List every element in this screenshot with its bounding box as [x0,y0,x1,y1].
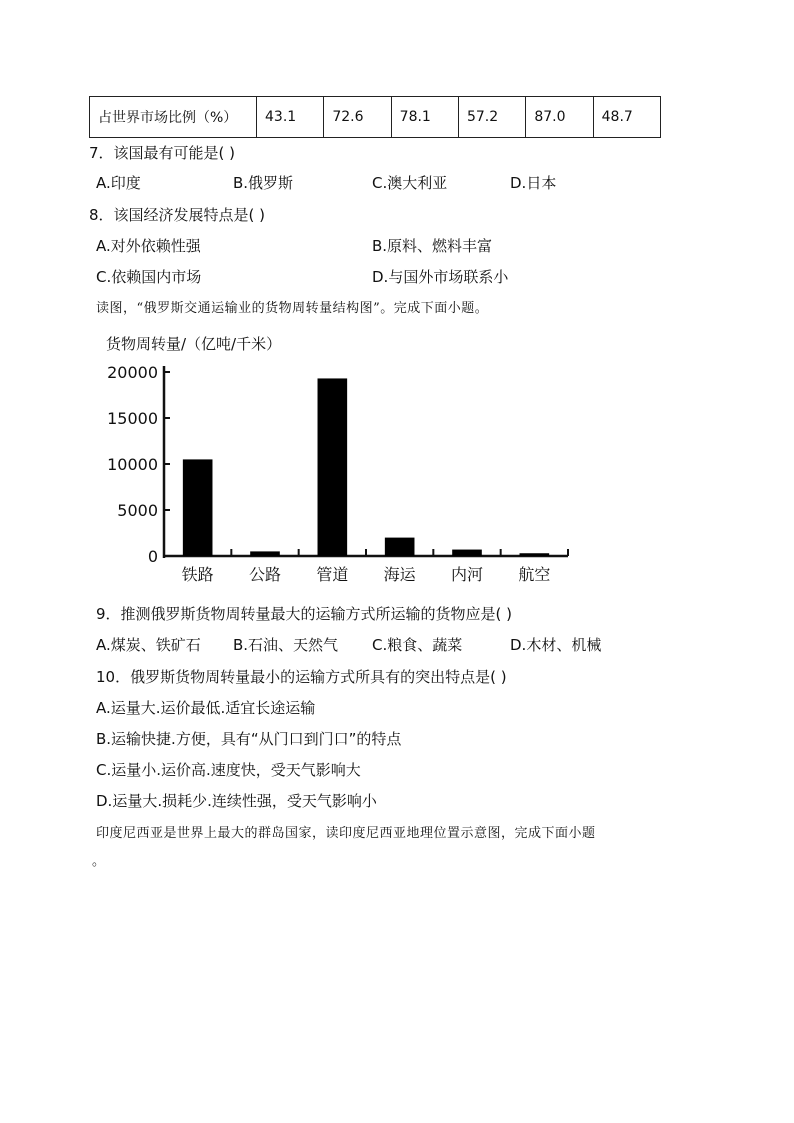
chart-bar [250,551,280,556]
chart-y-tick-label: 5000 [117,501,158,520]
table-cell: 57.2 [458,97,525,138]
question-7-option-a: A.印度 [96,174,141,192]
chart-y-axis-label: 货物周转量/（亿吨/千米） [106,335,282,353]
question-10-option-a: A.运量大.运价最低.适宜长途运输 [96,699,316,717]
question-9-option-a: A.煤炭、铁矿石 [96,636,201,654]
chart-intro-text: 读图，“俄罗斯交通运输业的货物周转量结构图”。完成下面小题。 [96,301,489,316]
question-7-option-c: C.澳大利亚 [372,174,448,192]
chart-x-tick-label: 管道 [316,565,349,584]
question-8-option-a: A.对外依赖性强 [96,237,201,255]
chart-x-tick-label: 公路 [248,565,282,584]
freight-turnover-chart [96,332,586,590]
question-9-stem: 9．推测俄罗斯货物周转量最大的运输方式所运输的货物应是( ) [96,605,513,623]
question-9-option-b: B.石油、天然气 [233,636,339,654]
question-8-option-c: C.依赖国内市场 [96,268,202,286]
question-7-option-d: D.日本 [510,174,557,192]
table-cell: 87.0 [526,97,593,138]
chart-bar [318,378,348,556]
table-row [90,97,661,138]
question-8-option-d: D.与国外市场联系小 [372,268,509,286]
indonesia-intro-text: 印度尼西亚是世界上最大的群岛国家，读印度尼西亚地理位置示意图，完成下面小题 [96,826,596,841]
table-cell: 48.7 [593,97,660,138]
question-10-option-b: B.运输快捷.方便，具有“从门口到门口”的特点 [96,730,402,748]
chart-bar [520,553,550,556]
table-cell: 78.1 [391,97,458,138]
question-9-option-c: C.粮食、蔬菜 [372,636,463,654]
chart-x-tick-label: 航空 [518,565,551,584]
question-10-option-c: C.运量小.运价高.速度快，受天气影响大 [96,761,361,779]
chart-x-tick-label: 铁路 [181,565,214,584]
chart-x-tick-label: 内河 [450,565,484,584]
question-7-stem: 7．该国最有可能是( ) [89,144,236,162]
table-cell: 43.1 [257,97,324,138]
table-row-label: 占世界市场比例（%） [90,97,257,138]
chart-y-tick-label: 20000 [107,363,158,382]
chart-bar [385,538,415,556]
chart-y-tick-label: 10000 [107,455,158,474]
chart-bar [183,459,213,556]
question-7-option-b: B.俄罗斯 [233,174,294,192]
question-8-stem: 8．该国经济发展特点是( ) [89,206,266,224]
chart-x-tick-label: 海运 [383,565,416,584]
question-9-option-d: D.木材、机械 [510,636,602,654]
question-10-option-d: D.运量大.损耗少.连续性强，受天气影响小 [96,792,377,810]
chart-y-tick-label: 15000 [107,409,158,428]
chart-y-tick-label: 0 [147,547,158,566]
indonesia-intro-text-end: 。 [92,854,106,869]
question-10-stem: 10．俄罗斯货物周转量最小的运输方式所具有的突出特点是( ) [96,668,507,686]
question-8-option-b: B.原料、燃料丰富 [372,237,493,255]
market-share-table [89,96,661,138]
table-cell: 72.6 [324,97,391,138]
chart-bar [452,550,482,556]
